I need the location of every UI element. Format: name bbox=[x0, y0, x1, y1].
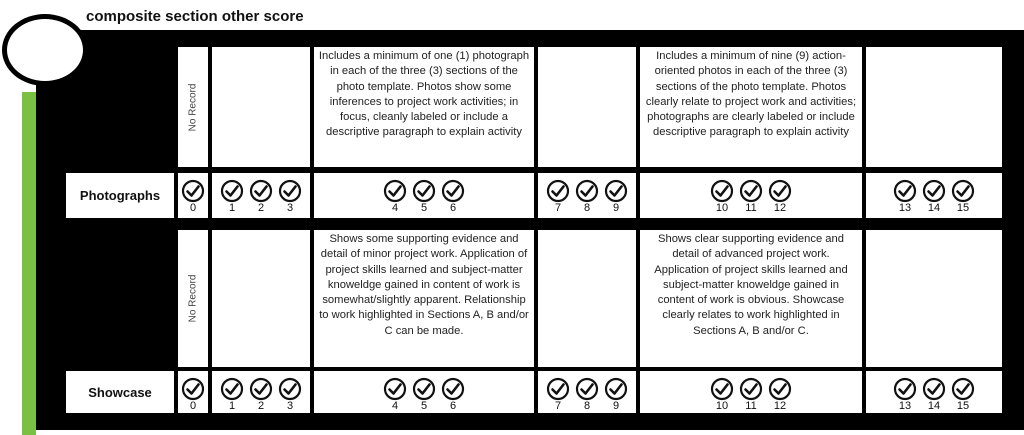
check-circle-icon bbox=[546, 377, 570, 401]
score-option[interactable] bbox=[440, 377, 466, 413]
score-option[interactable] bbox=[738, 377, 764, 413]
score-option[interactable] bbox=[738, 179, 764, 218]
score-option[interactable] bbox=[277, 179, 303, 218]
score-option[interactable] bbox=[440, 179, 466, 218]
score-option[interactable] bbox=[603, 179, 629, 218]
score-group bbox=[640, 173, 862, 218]
check-circle-icon bbox=[922, 179, 946, 203]
page-title: composite section other score bbox=[86, 8, 304, 25]
score-number: 14 bbox=[927, 400, 941, 412]
check-circle-icon bbox=[181, 179, 205, 203]
check-circle-icon bbox=[220, 377, 244, 401]
check-circle-icon bbox=[546, 179, 570, 203]
description-cell: Shows clear supporting evidence and detail of advanced project work. Application of project skills learned and subject-matter knoweldge gained in content of work is obvious. Showcase clearly relates to work highlighted in Sections A, B and/or C. bbox=[640, 230, 862, 367]
score-option[interactable] bbox=[921, 377, 947, 413]
check-circle-icon bbox=[604, 377, 628, 401]
score-number: 8 bbox=[583, 202, 591, 214]
score-number: 1 bbox=[228, 400, 236, 412]
score-option[interactable] bbox=[709, 377, 735, 413]
score-option[interactable] bbox=[180, 179, 206, 218]
score-number: 12 bbox=[773, 400, 787, 412]
score-option[interactable] bbox=[545, 179, 571, 218]
score-option[interactable] bbox=[574, 179, 600, 218]
score-number: 15 bbox=[956, 202, 970, 214]
score-option[interactable] bbox=[248, 377, 274, 413]
check-circle-icon bbox=[951, 377, 975, 401]
score-option[interactable] bbox=[382, 377, 408, 413]
score-option[interactable] bbox=[248, 179, 274, 218]
description-cell: Includes a minimum of one (1) photograph in each of the three (3) sections of the photo template. Photos show some inferences to project work activities; in focus, cleanly labeled or include a descriptive paragraph to explain activity bbox=[314, 47, 534, 167]
empty-cell bbox=[866, 47, 1002, 167]
empty-cell bbox=[212, 230, 310, 367]
score-number: 5 bbox=[420, 202, 428, 214]
score-option[interactable] bbox=[219, 377, 245, 413]
score-number: 3 bbox=[286, 202, 294, 214]
score-option[interactable] bbox=[277, 377, 303, 413]
score-number: 2 bbox=[257, 202, 265, 214]
check-circle-icon bbox=[249, 179, 273, 203]
score-option[interactable] bbox=[767, 377, 793, 413]
score-number: 9 bbox=[612, 202, 620, 214]
score-group bbox=[212, 173, 310, 218]
score-number: 5 bbox=[420, 400, 428, 412]
score-option[interactable] bbox=[950, 179, 976, 218]
score-group bbox=[538, 173, 636, 218]
check-circle-icon bbox=[278, 377, 302, 401]
score-group bbox=[640, 371, 862, 413]
score-group bbox=[866, 371, 1002, 413]
score-number: 10 bbox=[715, 202, 729, 214]
no-record-cell bbox=[178, 47, 208, 167]
score-option[interactable] bbox=[892, 179, 918, 218]
score-option[interactable] bbox=[574, 377, 600, 413]
empty-cell bbox=[866, 230, 1002, 367]
check-circle-icon bbox=[220, 179, 244, 203]
score-number: 1 bbox=[228, 202, 236, 214]
check-circle-icon bbox=[383, 377, 407, 401]
score-number: 8 bbox=[583, 400, 591, 412]
check-circle-icon bbox=[412, 377, 436, 401]
score-option[interactable] bbox=[382, 179, 408, 218]
score-option[interactable] bbox=[219, 179, 245, 218]
score-number: 4 bbox=[391, 400, 399, 412]
score-number: 11 bbox=[745, 202, 757, 214]
score-number: 14 bbox=[927, 202, 941, 214]
score-option[interactable] bbox=[921, 179, 947, 218]
check-circle-icon bbox=[739, 179, 763, 203]
check-circle-icon bbox=[710, 377, 734, 401]
empty-cell bbox=[212, 47, 310, 167]
score-group bbox=[178, 173, 208, 218]
score-number: 10 bbox=[715, 400, 729, 412]
check-circle-icon bbox=[710, 179, 734, 203]
score-group bbox=[866, 173, 1002, 218]
no-record-cell bbox=[178, 230, 208, 367]
empty-cell bbox=[538, 230, 636, 367]
score-option[interactable] bbox=[411, 179, 437, 218]
description-cell: Includes a minimum of nine (9) action-oriented photos in each of the three (3) sections of the photo template. Photos clearly relate to project work and activities; photographs are clearly labeled or include descriptive paragraph to explain activity bbox=[640, 47, 862, 167]
check-circle-icon bbox=[575, 377, 599, 401]
score-option[interactable] bbox=[709, 179, 735, 218]
check-circle-icon bbox=[604, 179, 628, 203]
no-record-label: No Record bbox=[187, 83, 199, 131]
score-option[interactable] bbox=[950, 377, 976, 413]
criterion-label: Photographs bbox=[66, 173, 174, 218]
check-circle-icon bbox=[249, 377, 273, 401]
check-circle-icon bbox=[768, 179, 792, 203]
check-circle-icon bbox=[575, 179, 599, 203]
score-number: 6 bbox=[449, 400, 457, 412]
score-group bbox=[314, 173, 534, 218]
score-number: 3 bbox=[286, 400, 294, 412]
score-number: 15 bbox=[956, 400, 970, 412]
score-option[interactable] bbox=[545, 377, 571, 413]
criterion-label: Showcase bbox=[66, 371, 174, 413]
score-option[interactable] bbox=[411, 377, 437, 413]
score-number: 0 bbox=[189, 400, 197, 412]
check-circle-icon bbox=[893, 179, 917, 203]
score-number: 0 bbox=[189, 202, 197, 214]
empty-cell bbox=[538, 47, 636, 167]
score-number: 13 bbox=[898, 400, 912, 412]
score-number: 6 bbox=[449, 202, 457, 214]
score-option[interactable] bbox=[767, 179, 793, 218]
score-group bbox=[538, 371, 636, 413]
score-number: 7 bbox=[554, 400, 562, 412]
score-number: 9 bbox=[612, 400, 620, 412]
check-circle-icon bbox=[441, 179, 465, 203]
check-circle-icon bbox=[922, 377, 946, 401]
score-group bbox=[212, 371, 310, 413]
score-group bbox=[314, 371, 534, 413]
score-number: 12 bbox=[773, 202, 787, 214]
score-circle bbox=[2, 14, 88, 86]
check-circle-icon bbox=[412, 179, 436, 203]
check-circle-icon bbox=[278, 179, 302, 203]
score-number: 7 bbox=[554, 202, 562, 214]
score-number: 11 bbox=[745, 400, 757, 412]
score-option[interactable] bbox=[892, 377, 918, 413]
score-number: 4 bbox=[391, 202, 399, 214]
score-number: 2 bbox=[257, 400, 265, 412]
green-accent-bar bbox=[22, 92, 36, 435]
check-circle-icon bbox=[893, 377, 917, 401]
check-circle-icon bbox=[181, 377, 205, 401]
no-record-label: No Record bbox=[187, 274, 199, 323]
check-circle-icon bbox=[768, 377, 792, 401]
description-cell: Shows some supporting evidence and detail of minor project work. Application of project skills learned and subject-matter knoweldge gained in content of work is somewhat/slightly apparent. Relationship to work highlighted in Sections A, B and/or C can be made. bbox=[314, 230, 534, 367]
check-circle-icon bbox=[739, 377, 763, 401]
score-group bbox=[178, 371, 208, 413]
check-circle-icon bbox=[383, 179, 407, 203]
score-number: 13 bbox=[898, 202, 912, 214]
check-circle-icon bbox=[441, 377, 465, 401]
score-option[interactable] bbox=[180, 377, 206, 413]
score-option[interactable] bbox=[603, 377, 629, 413]
check-circle-icon bbox=[951, 179, 975, 203]
